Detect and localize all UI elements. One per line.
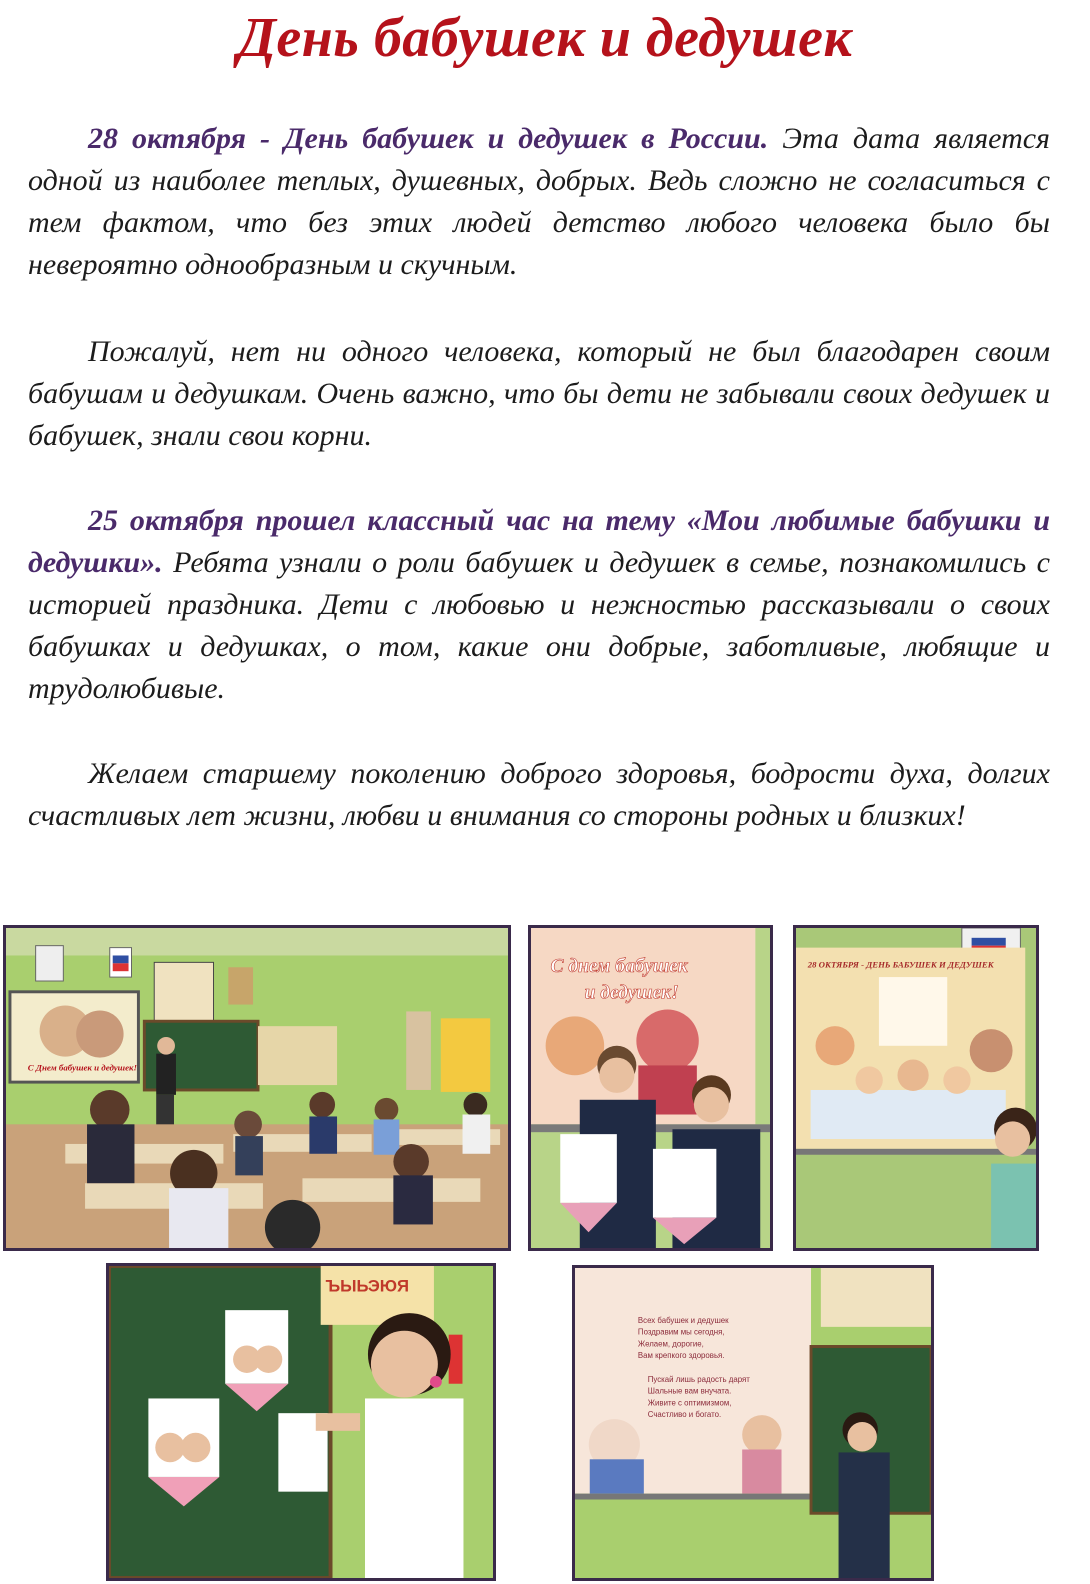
poem-line-8: Счастливо и богато. [647,1410,722,1420]
classroom-scene [6,928,508,1248]
boys-slide-caption-1: С днем бабушек [550,956,688,978]
paragraph-2-body: Пожалуй, нет ни одного человека, который не был благодарен своим бабушам и дедушкам. Очень важно, что бы дети не забывали своих дедушек и бабушек, знали свои корни. [28,335,1050,452]
photo-girl-screen [793,925,1039,1251]
boys-scene [531,928,770,1248]
poem-line-1: Всех бабушек и дедушек [637,1315,729,1325]
photo-board [106,1263,496,1581]
poem-line-6: Шальные вам внучата. [647,1386,732,1396]
paragraph-3-lead: 25 октября прошел классный час на тему «Мои любимые бабушки и дедушки». [28,504,1050,579]
photo-poem [572,1265,934,1581]
classroom-slide-caption: С Днем бабушек и дедушек! [27,1062,138,1073]
paragraph-3 [28,500,1050,710]
page-title: День бабушек и дедушек [237,7,853,69]
poem-line-2: Поздравим мы сегодня, [637,1327,725,1337]
photo-boys [528,925,773,1251]
paragraph-1 [28,118,1050,286]
poem-line-4: Вам крепкого здоровья. [637,1351,725,1361]
photo-classroom [3,925,511,1251]
paragraph-2 [28,331,1050,457]
girl-screen-scene [796,928,1036,1248]
boys-slide-caption-2: и дедушек! [584,982,679,1004]
paragraph-1-body: Эта дата является одной из наиболее теплых, душевных, добрых. Ведь сложно не согласиться с тем фактом, что без этих людей детство любого человека было бы невероятно однообразным и скучным. [28,122,1050,281]
paragraph-4-body: Желаем старшему поколению доброго здоровья, бодрости духа, долгих счастливых лет жизни, любви и внимания со стороны родных и близких! [28,757,1050,832]
girl-screen-slide-caption: 28 ОКТЯБРЯ - ДЕНЬ БАБУШЕК И ДЕДУШЕК [807,959,994,970]
poem-line-7: Живите с оптимизмом, [647,1398,732,1408]
poem-line-5: Пускай лишь радость дарят [647,1374,750,1384]
board-alphabet: ЪЫЬЭЮЯ [325,1276,410,1296]
paragraph-4 [28,753,1050,837]
poem-line-3: Желаем, дорогие, [637,1339,704,1349]
paragraph-1-lead: 28 октября - День бабушек и дедушек в России. [88,122,769,155]
poem-scene [575,1268,931,1578]
board-scene [109,1266,493,1578]
paragraph-3-body: Ребята узнали о роли бабушек и дедушек в семье, познакомились с историей праздника. Дети с любовью и нежностью рассказывали о своих бабушках и дедушках, о том, какие они добрые, заботливые, любящие и трудолюбивые. [28,546,1050,705]
